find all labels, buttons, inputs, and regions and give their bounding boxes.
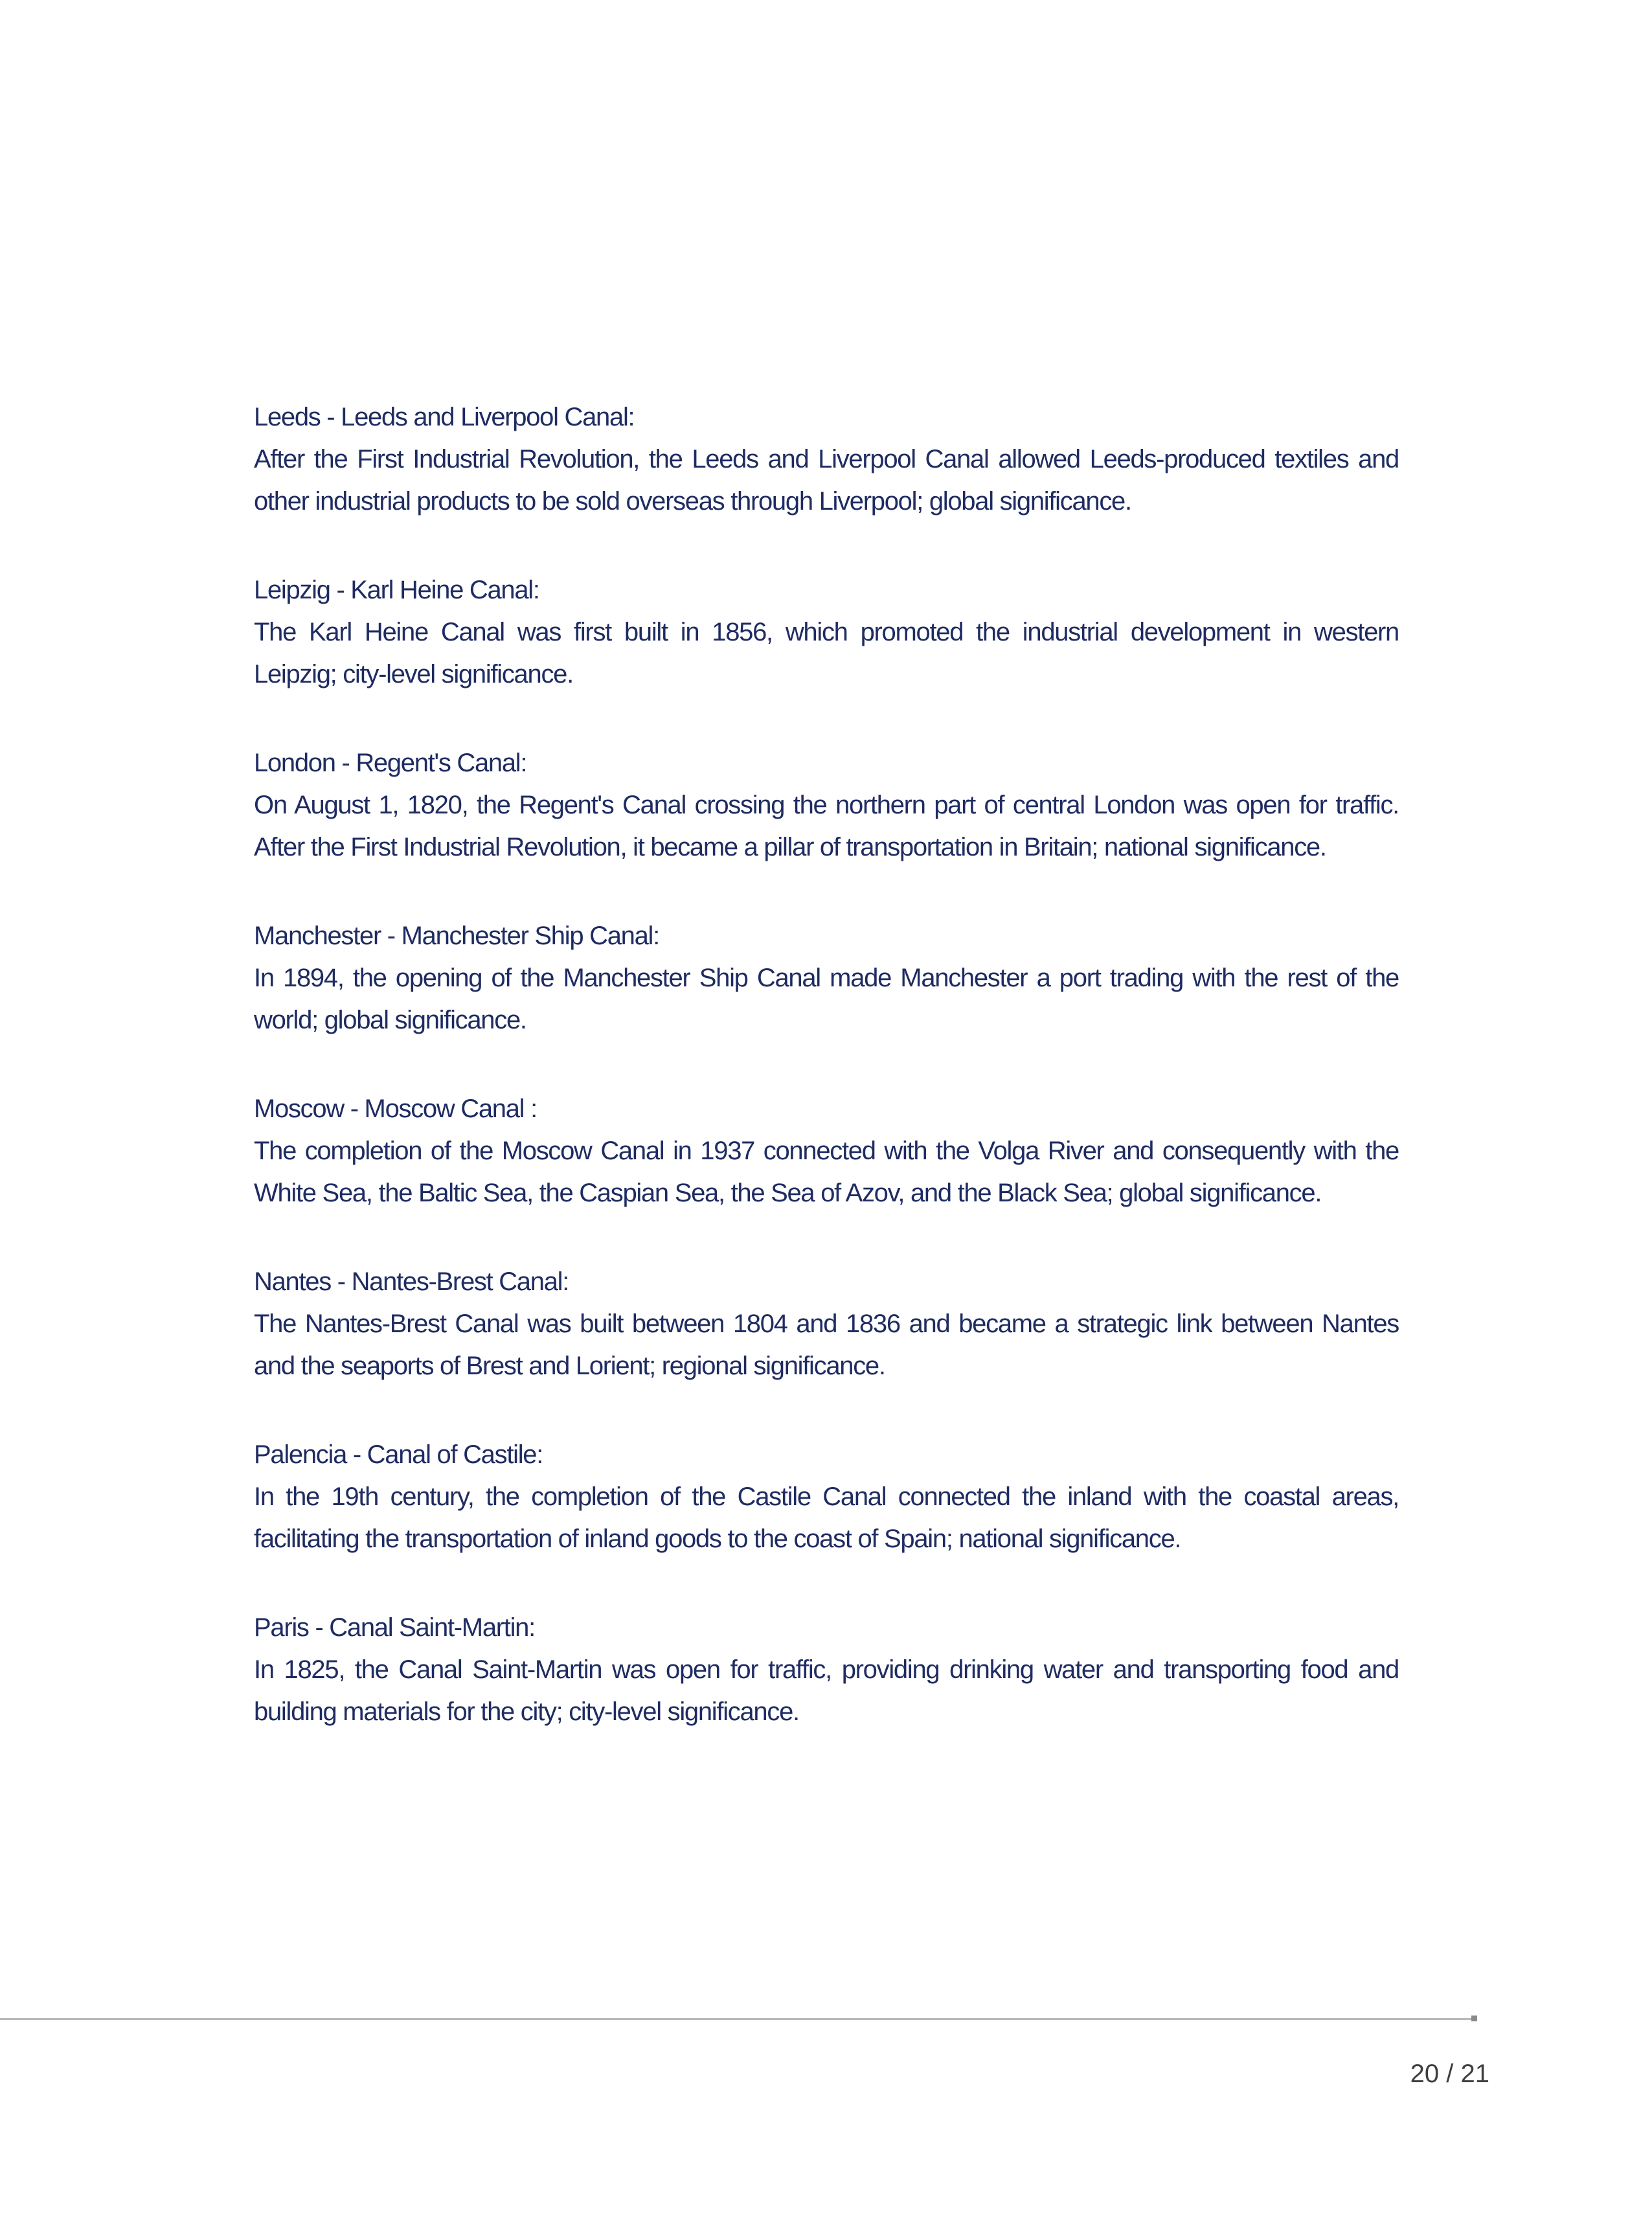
paragraph-line: The Nantes-Brest Canal was built between 1804 and 1836 and became a strategic link between Nantes [254,1310,1399,1338]
paragraph-heading: Moscow - Moscow Canal : [254,1095,537,1123]
paragraph-line: White Sea, the Baltic Sea, the Caspian Sea, the Sea of Azov, and the Black Sea; global significance. [254,1179,1322,1207]
footer-divider-line [0,2018,1477,2020]
canal-paragraph [254,915,1399,1041]
canal-paragraph [254,1088,1399,1214]
paragraph-heading: Palencia - Canal of Castile: [254,1440,543,1469]
canal-paragraph [254,1434,1399,1560]
paragraph-heading: Nantes - Nantes-Brest Canal: [254,1267,569,1296]
paragraph-line: In 1894, the opening of the Manchester Ship Canal made Manchester a port trading with the rest of the [254,964,1399,992]
paragraph-line: Leipzig; city-level significance. [254,660,573,688]
paragraph-heading: London - Regent's Canal: [254,749,527,777]
canal-paragraph [254,1607,1399,1733]
canal-paragraph [254,742,1399,869]
paragraph-line: After the First Industrial Revolution, the Leeds and Liverpool Canal allowed Leeds-produced textiles and [254,445,1399,473]
paragraph-line: and the seaports of Brest and Lorient; regional significance. [254,1352,885,1380]
paragraph-line: world; global significance. [254,1006,526,1034]
paragraph-line: The completion of the Moscow Canal in 1937 connected with the Volga River and consequently with the [254,1137,1399,1165]
paragraph-line: The Karl Heine Canal was first built in 1856, which promoted the industrial development in western [254,618,1399,646]
paragraph-heading: Leipzig - Karl Heine Canal: [254,576,539,604]
paragraph-line: other industrial products to be sold overseas through Liverpool; global significance. [254,487,1131,516]
paragraph-heading: Manchester - Manchester Ship Canal: [254,922,659,950]
paragraph-line: On August 1, 1820, the Regent's Canal crossing the northern part of central London was open for traffic. [254,791,1399,819]
paragraph-heading: Leeds - Leeds and Liverpool Canal: [254,403,635,431]
paragraph-line: facilitating the transportation of inland goods to the coast of Spain; national significance. [254,1525,1181,1553]
paragraph-line: After the First Industrial Revolution, it became a pillar of transportation in Britain; national significance. [254,833,1326,861]
canal-paragraph [254,1261,1399,1387]
paragraph-line: In the 19th century, the completion of the Castile Canal connected the inland with the coastal areas, [254,1482,1399,1511]
canal-paragraph [254,569,1399,696]
canal-paragraph [254,396,1399,523]
paragraph-line: In 1825, the Canal Saint-Martin was open for traffic, providing drinking water and transporting food and [254,1655,1399,1684]
page-number: 20 / 21 [1410,2060,1489,2088]
paragraph-heading: Paris - Canal Saint-Martin: [254,1613,535,1642]
document-body [254,396,1399,1780]
paragraph-line: building materials for the city; city-level significance. [254,1698,799,1726]
footer-divider-endcap [1471,2016,1477,2021]
